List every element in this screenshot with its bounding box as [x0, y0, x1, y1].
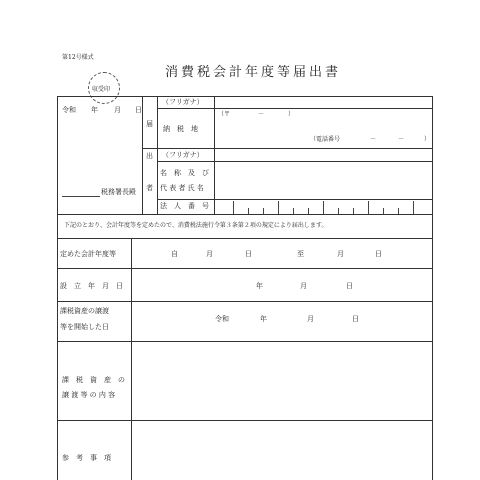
- divider-applicant-label: [157, 96, 158, 214]
- postal-prefix: （〒: [218, 111, 231, 118]
- fiscal-to-day: 日: [375, 250, 382, 258]
- furigana-label-2: （フリガナ）: [162, 151, 204, 159]
- postal-close: ）: [288, 111, 295, 118]
- divider-applicant-left: [142, 96, 143, 214]
- stamp-label: 収受印: [92, 86, 111, 93]
- tax-office-label: 税務署長殿: [101, 188, 136, 196]
- name-label-2: 代 表 者 氏 名: [160, 184, 204, 192]
- transfer-start-label-2: 等を開始した日: [60, 323, 109, 331]
- postal-dash: －: [258, 111, 265, 118]
- establishment-day: 日: [346, 282, 353, 290]
- line-furigana1: [157, 108, 432, 109]
- line-corp-number: [57, 214, 432, 215]
- fiscal-from-day: 日: [245, 250, 252, 258]
- line-furigana2: [157, 161, 432, 162]
- establishment-month: 月: [300, 282, 307, 290]
- tax-office-underline: [62, 196, 100, 197]
- corp-number-label: 法 人 番 号: [160, 202, 209, 210]
- frame-top: [57, 96, 432, 97]
- remarks-label: 参 考 事 項: [62, 454, 111, 462]
- fiscal-to-month: 月: [337, 250, 344, 258]
- fiscal-from-month: 月: [206, 250, 213, 258]
- line-row-3: [57, 341, 432, 342]
- applicant-char-3: 者: [146, 184, 153, 192]
- line-row-2: [57, 301, 432, 302]
- line-statement: [57, 238, 432, 239]
- applicant-char-1: 届: [146, 120, 153, 128]
- establishment-year: 年: [256, 282, 263, 290]
- phone-label: （電話番号: [310, 136, 341, 143]
- transfer-content-label-2: 譲 渡 等 の 内 容: [62, 391, 116, 399]
- phone-dash-2: －: [398, 136, 405, 143]
- statement: 下記のとおり、会計年度等を定めたので、消費税法施行令第３条第２項の規定により届出します。: [64, 222, 328, 229]
- furigana-label-1: （フリガナ）: [162, 98, 204, 106]
- transfer-start-day: 日: [352, 315, 359, 323]
- frame-left: [57, 96, 58, 480]
- transfer-start-label-1: 課税資産の譲渡: [60, 307, 109, 315]
- date-era: 令和: [62, 106, 76, 114]
- divider-applicant-value: [214, 96, 215, 214]
- phone-dash-1: －: [370, 136, 377, 143]
- name-label-1: 名 称 及 び: [160, 169, 209, 177]
- line-row-4: [57, 420, 432, 421]
- fiscal-year-label: 定めた会計年度等: [60, 250, 116, 258]
- date-day: 日: [135, 106, 142, 114]
- fiscal-from-label: 自: [171, 250, 178, 258]
- transfer-start-era: 令和: [215, 315, 229, 323]
- line-name: [157, 199, 432, 200]
- line-row-1: [57, 268, 432, 269]
- address-label: 納 税 地: [163, 125, 198, 133]
- fiscal-to-label: 至: [297, 250, 304, 258]
- frame-right: [432, 96, 433, 480]
- transfer-content-label-1: 課 税 資 産 の: [62, 376, 125, 384]
- divider-lower-label: [131, 238, 132, 480]
- transfer-start-year: 年: [260, 315, 267, 323]
- applicant-char-2: 出: [146, 152, 153, 160]
- form-title: 消費税会計年度等届出書: [165, 65, 342, 80]
- establishment-label: 設 立 年 月 日: [60, 282, 123, 290]
- form-number: 第12号様式: [62, 54, 94, 61]
- date-year: 年: [91, 106, 98, 114]
- date-month: 月: [114, 106, 121, 114]
- phone-close: ）: [424, 136, 431, 143]
- transfer-start-month: 月: [307, 315, 314, 323]
- line-address: [142, 148, 432, 149]
